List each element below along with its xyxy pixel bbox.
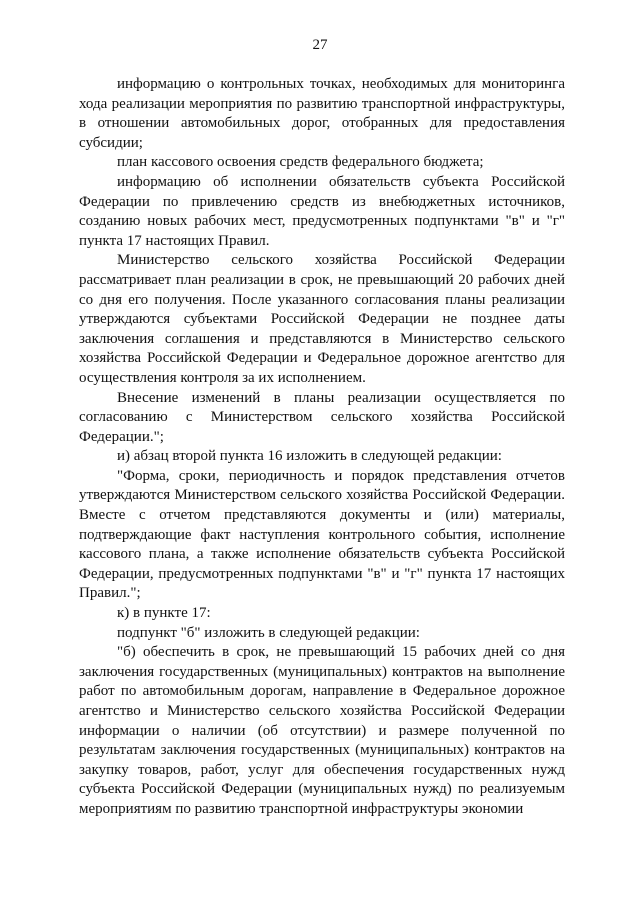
page-number: 27 (312, 37, 328, 53)
paragraph-ministry-review: Министерство сельского хозяйства Российской Федерации рассматривает план реализации в срок, не превышающий 20 рабочих дней со дня его получения. После указанного согласования планы реализации утверждаются субъектами Российской Федерации не позднее даты заключения соглашения и представляются в Министерство сельского хозяйства Российской Федерации и Федеральное дорожное агентство для осуществления контроля за их исполнением. (79, 252, 565, 386)
document-body (79, 75, 565, 820)
paragraph-plan-changes: Внесение изменений в планы реализации осуществляется по согласованию с Министерством сельского хозяйства Российской Федерации."; (79, 389, 565, 445)
paragraph-obligations-info: информацию об исполнении обязательств субъекта Российской Федерации по привлечению средств из внебюджетных источников, созданию новых рабочих мест, предусмотренных подпунктами "в" и "г" пункта 17 настоящих Правил. (79, 173, 565, 249)
paragraph-cash-plan: план кассового освоения средств федерального бюджета; (117, 154, 484, 171)
paragraph-item-i: и) абзац второй пункта 16 изложить в следующей редакции: (117, 448, 502, 465)
paragraph-control-points: информацию о контрольных точках, необходимых для мониторинга хода реализации мероприятия по развитию транспортной инфраструктуры, в отношении автомобильных дорог, отобранных для предоставления субсидии; (79, 76, 565, 151)
paragraph-report-form: "Форма, сроки, периодичность и порядок представления отчетов утверждаются Министерством сельского хозяйства Российской Федерации. Вместе с отчетом представляются документы и (или) материалы, подтверждающие факт наступления контрольного события, исполнение кассового плана, а также исполнение обязательств субъекта Российской Федерации, предусмотренных подпунктами "в" и "г" пункта 17 настоящих Правил."; (79, 467, 565, 602)
paragraph-subitem-b-heading: подпункт "б" изложить в следующей редакции: (117, 624, 420, 641)
paragraph-item-k: к) в пункте 17: (117, 605, 211, 622)
paragraph-subitem-b-text: "б) обеспечить в срок, не превышающий 15 рабочих дней со дня заключения государственных (муниципальных) контрактов на выполнение работ по автомобильным дорогам, направление в Федеральное дорожное агентство и Министерство сельского хозяйства Российской Федерации информации о наличии (об отсутствии) и размере полученной по результатам заключения государственных (муниципальных) контрактов на закупку товаров, работ, услуг для обеспечения государственных нужд субъекта Российской Федерации (муниципальных нужд) по реализуемым мероприятиям по развитию транспортной инфраструктуры экономии (79, 644, 565, 817)
